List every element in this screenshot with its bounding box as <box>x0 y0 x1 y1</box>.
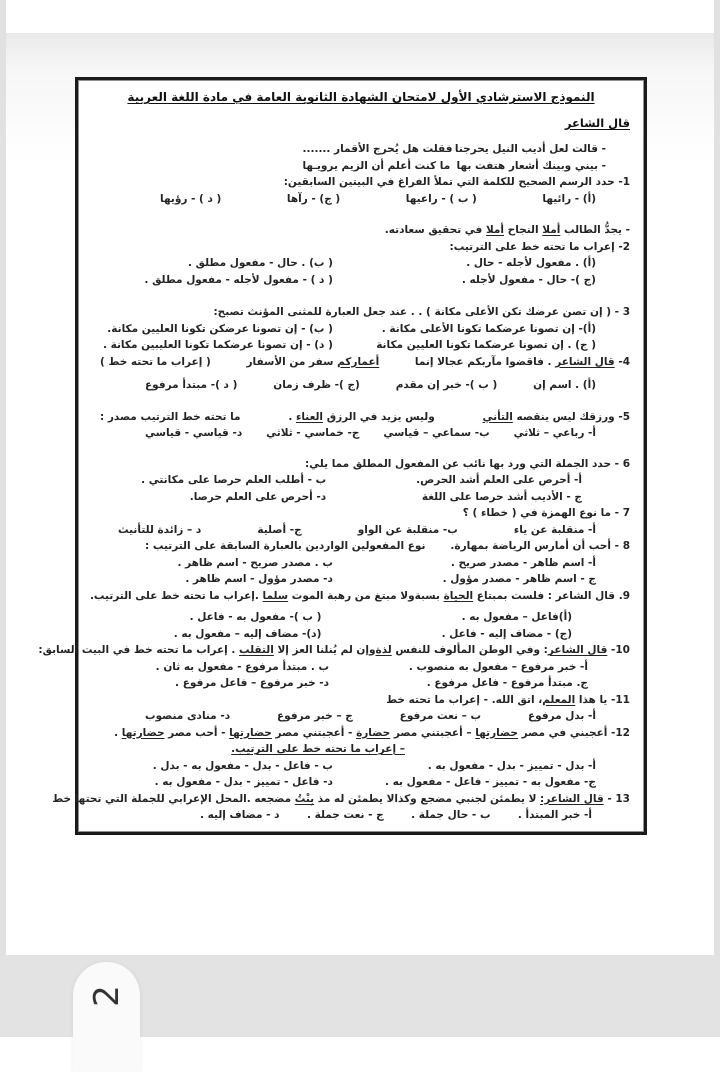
doc-text: 10- قال الشاعر: وفي الوطن المألوف للنفس لذة <box>375 644 630 656</box>
doc-text: ج- أصلية <box>257 523 302 536</box>
doc-text: ( د )- مبتدأ مرفوع <box>145 379 238 391</box>
doc-text: ج. مبتدأ مرفوع - فاعل مرفوع . <box>426 677 588 689</box>
doc-text: ( ب) - إن تصونا عرضكن تكونا العليين مكانة. <box>107 322 333 335</box>
doc-text: أ- بدل - تمييز - بدل - مفعول به . <box>427 759 596 772</box>
doc-line <box>90 609 632 626</box>
doc-text: ( إعراب ما تحته خط ) <box>100 355 211 368</box>
viewer-bottom-bar <box>0 955 720 1037</box>
doc-line <box>90 522 632 539</box>
doc-text: 8 - أحب أن أمارس الرياضة بمهارة. <box>450 540 630 552</box>
doc-text: د- فاعل - تمييز - بدل - مفعول به . <box>154 776 333 788</box>
doc-line <box>90 89 632 106</box>
doc-text: المحل الإعرابي للجملة التي تحتها خط <box>52 792 247 805</box>
doc-text: فقلت هل يُحرج الأقمار ....... <box>302 143 453 155</box>
doc-text: 11- يا هذا المعلم، اتق الله. - إعراب ما تحته خط <box>386 693 630 706</box>
doc-line <box>90 354 632 371</box>
doc-text: 5- ورزقك ليس ينقصه التأني <box>482 410 630 423</box>
doc-line <box>90 472 632 489</box>
doc-text: 12- أعجبني في مصر حضارتها – أعجبتني مصر حضارة - أعجبتني مصر حضارتها - أحب مصر حضارتها . <box>114 726 630 739</box>
doc-line <box>52 791 632 808</box>
doc-text: ب – نعت مرفوع <box>399 710 482 722</box>
doc-text: أ- اسم ظاهر - مصدر صريح . <box>450 556 596 569</box>
doc-text: 3 - ( إن تصن عرضك تكن الأعلى مكانة ) . . عند جعل العبارة للمثنى المؤنث تصبح: <box>213 306 630 318</box>
doc-line <box>90 304 632 321</box>
doc-text: ب . مصدر صريح - اسم ظاهر . <box>177 556 333 569</box>
doc-text: د - مضاف إليه . <box>200 809 280 821</box>
page-indicator-pill[interactable] <box>73 962 140 1072</box>
doc-text: أ- خبر مرفوع – مفعول به منصوب . <box>408 660 588 673</box>
doc-text: ج- مفعول به - تمييز - فاعل - مفعول به . <box>385 776 596 788</box>
doc-line <box>90 321 632 338</box>
doc-text: (د)- مضاف إليه – مفعول به . <box>173 627 322 640</box>
doc-line <box>90 377 632 394</box>
doc-text: ما كنت أعلم أن الزيم يرويـها <box>302 159 451 172</box>
doc-line <box>90 588 632 605</box>
doc-text: 6 - حدد الجملة التي ورد بها نائب عن المفعول المطلق مما يلي: <box>304 457 630 470</box>
doc-text: ب - حال جملة . <box>411 809 491 821</box>
doc-line <box>90 222 632 239</box>
doc-text: ( ب )- مفعول به - فاعل . <box>189 611 322 623</box>
doc-text: 1- حدد الرسم الصحيح للكلمة التي تملأ الفراغ في البيتين السابقين: <box>283 176 630 188</box>
doc-text: (أ)- إن تصونا عرضكما تكونا الأعلى مكانة . <box>381 322 596 335</box>
doc-text: نوع المفعولين الواردين بالعبارة السابقة على الترتيب : <box>145 540 426 552</box>
doc-text: لا يطمئن له مذ بِنْتُ مضجعه . <box>246 792 395 805</box>
doc-text: د- خبر مرفوع – فاعل مرفوع . <box>175 677 330 689</box>
photo-left-margin <box>0 0 6 1037</box>
doc-text: ج – خبر مرفوع <box>276 710 353 722</box>
doc-text: ج - نعت جملة . <box>306 809 384 821</box>
doc-text: ج- خماسي - ثلاثي <box>266 427 360 439</box>
doc-line <box>90 741 407 758</box>
doc-text: وليس يزيد في الرزق العناء . <box>288 410 435 423</box>
doc-text: أ- بدل مرفوع <box>527 710 596 722</box>
doc-line <box>90 337 632 354</box>
doc-line <box>302 141 606 158</box>
doc-line <box>90 692 632 709</box>
doc-text: ب - فاعل - بدل - مفعول به - بدل . <box>152 759 333 772</box>
doc-text: د- مصدر مؤول - اسم ظاهر . <box>185 573 333 585</box>
doc-line <box>90 774 632 791</box>
doc-text: ( ج) . إن تصونا عرضكما تكونا العليين مكانة <box>376 339 596 351</box>
doc-text: ( ب )- خبر إن مقدم <box>395 379 498 391</box>
doc-text: (أ)فاعل – مفعول به . <box>461 611 572 623</box>
doc-text: - قالت لعل أديب النيل يحرجنا <box>454 143 606 155</box>
doc-text: ما تحته خط الترتيب مصدر : <box>100 410 241 423</box>
photo-right-margin <box>714 0 720 1037</box>
doc-text: – إعراب ما تحته خط على الترتيب. <box>231 743 405 755</box>
doc-line <box>90 626 632 643</box>
exam-page-content <box>38 89 632 824</box>
doc-text: أ- رباعي – ثلاثي <box>513 427 596 439</box>
doc-line <box>90 115 632 132</box>
doc-text: أ- منقلبة عن ياء <box>513 523 596 536</box>
doc-line <box>90 538 632 555</box>
doc-line <box>90 456 632 473</box>
doc-line <box>90 239 632 256</box>
doc-text: ب . مبتدأ مرفوع - مفعول به ثان . <box>155 660 330 673</box>
doc-text: وإن لم يُنلنا العز إلا التقلب . إعراب ما تحته خط في البيت السابق: <box>38 644 376 656</box>
doc-text: د- أحرص على العلم حرصا. <box>189 490 327 503</box>
doc-text: ب- سماعي – قياسي <box>383 427 490 439</box>
doc-text: (أ) . مفعول لأجله - حال . <box>466 257 596 269</box>
doc-text: 4- قال الشاعر . فاقضوا مآربكم عجالا إنما <box>414 355 630 368</box>
doc-text: (أ) . اسم إن <box>533 379 596 391</box>
doc-line <box>90 708 632 725</box>
doc-text: 13 - قال الشاعر: لا يطمئن لجنبي مضجع وكذا <box>394 792 630 805</box>
doc-text: د- قياسي - قياسي <box>145 427 243 439</box>
doc-line <box>90 191 632 208</box>
doc-text: أ- خبر المبتدأ . <box>517 809 592 821</box>
doc-text: (ج )- حال - مفعول لأجله . <box>461 273 596 286</box>
doc-line <box>90 272 632 289</box>
doc-text: (ج) - مضاف إليه - فاعل . <box>441 627 572 640</box>
doc-text: - بيني وبينك أشعار هتفت بها <box>456 159 606 172</box>
doc-line <box>90 555 632 572</box>
doc-text: ( د ) - رؤيها <box>160 192 222 205</box>
doc-text: ج - اسم ظاهر - مصدر مؤول . <box>442 573 596 585</box>
doc-line <box>90 409 632 426</box>
doc-text: قال الشاعر <box>564 115 630 130</box>
doc-text: ب- منقلبة عن الواو <box>357 523 458 536</box>
doc-line <box>90 174 632 191</box>
doc-line <box>90 659 632 676</box>
doc-text: - يجدُّ الطالب أملا النجاح أملا في تحقيق سعادته. <box>384 224 630 236</box>
doc-text: ( ج) - رآها <box>286 192 341 205</box>
doc-line <box>90 425 632 442</box>
doc-line <box>38 642 632 659</box>
doc-text: ولا مبتغ من رهبة الموت سلما . <box>254 589 415 602</box>
doc-line <box>90 489 632 506</box>
doc-text: النموذج الاسترشادي الأول لامتحان الشهادة الثانوية العامة في مادة اللغة العربية <box>127 90 595 104</box>
doc-line <box>90 675 632 692</box>
page-number: 2 <box>86 985 127 1007</box>
doc-text: (ج )- ظرف زمان <box>273 379 360 391</box>
doc-line <box>302 158 606 175</box>
doc-line <box>90 758 632 775</box>
doc-text: أ- أحرص على العلم أشد الحرص. <box>416 474 582 486</box>
doc-text: ( ب ) - راعيها <box>405 192 477 205</box>
doc-text: 9. قال الشاعر : فلست بمبتاع الحياة بسبة <box>414 589 630 602</box>
doc-text: ب - أطلب العلم حرصا على مكانتي . <box>141 474 327 486</box>
doc-line <box>90 255 632 272</box>
doc-text: د – زائدة للتأنيث <box>118 523 202 536</box>
doc-text: د- منادى منصوب <box>145 710 231 722</box>
doc-line <box>90 807 632 824</box>
doc-line <box>90 725 632 742</box>
doc-text: (أ) - رائيها <box>542 192 596 205</box>
doc-text: إعراب ما تحته خط على الترتيب. <box>89 589 255 602</box>
doc-text: ج - الأديب أشد حرصا على اللغة <box>421 490 582 503</box>
doc-line <box>90 505 632 522</box>
doc-text: 2- إعراب ما تحته خط على الترتيب: <box>449 240 630 253</box>
doc-text: 7 - ما نوع الهمزة في ( خطاء ) ؟ <box>462 507 630 519</box>
doc-text: ( د) - إن تصونا عرضكما تكونا العليبين مكانة . <box>102 339 333 351</box>
doc-text: ( ب) . حال - مفعول مطلق . <box>188 257 333 269</box>
doc-line <box>90 571 632 588</box>
doc-text: ( د ) - مفعول لأجله - مفعول مطلق . <box>144 273 333 286</box>
exam-page <box>38 77 647 835</box>
doc-text: أعماركم سفر من الأسفار <box>246 355 380 368</box>
